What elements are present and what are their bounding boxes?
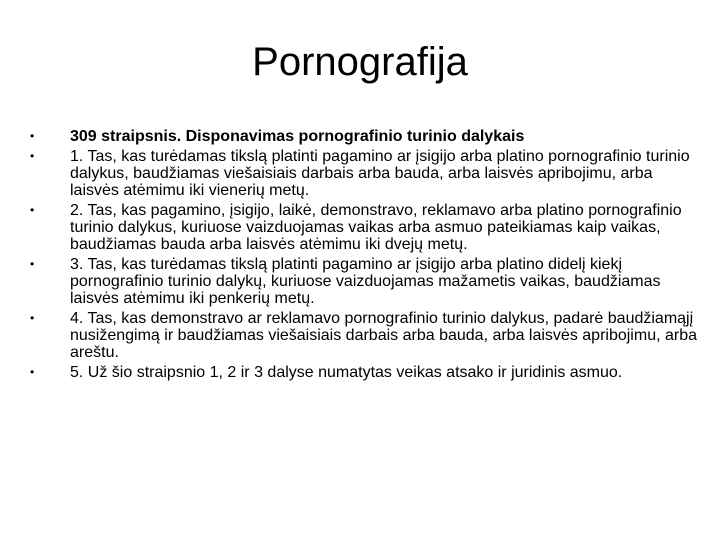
bullet-list (30, 128, 700, 384)
paragraph-text: 3. Tas, kas turėdamas tikslą platinti pagamino ar įsigijo arba platino didelį kiekį pornografinio turinio dalykų, kuriuose vaizduojamas mažametis vaikas, baudžiamas laisvės atėmimu iki penkerių metų. (70, 256, 661, 307)
bullet-dot-icon: • (30, 365, 35, 379)
paragraph-text: 2. Tas, kas pagamino, įsigijo, laikė, demonstravo, reklamavo arba platino pornografinio turinio dalykus, kuriuose vaizduojamas vaikas arba asmuo pateikiamas kaip vaikas, baudžiamas bauda arba laisvės atėmimu iki dvejų metų. (70, 202, 682, 253)
list-item (30, 256, 700, 307)
bullet-dot-icon: • (30, 203, 35, 217)
bullet-dot-icon: • (30, 129, 35, 143)
paragraph-text: 4. Tas, kas demonstravo ar reklamavo pornografinio turinio dalykus, padarė baudžiamąjį nusižengimą ir baudžiamas viešaisiais darbais arba bauda, arba laisvės apribojimu, arba areštu. (70, 310, 697, 361)
paragraph-text: 5. Už šio straipsnio 1, 2 ir 3 dalyse numatytas veikas atsako ir juridinis asmuo. (70, 364, 623, 381)
list-item (30, 128, 700, 145)
list-item (30, 202, 700, 253)
list-item (30, 310, 700, 361)
article-heading: 309 straipsnis. Disponavimas pornografinio turinio dalykais (70, 128, 525, 145)
paragraph-text: 1. Tas, kas turėdamas tikslą platinti pagamino ar įsigijo arba platino pornografinio turinio dalykus, baudžiamas viešaisiais darbais arba bauda, arba laisvės apribojimu, arba laisvės atėmimu iki vienerių metų. (70, 148, 690, 199)
bullet-dot-icon: • (30, 257, 35, 271)
slide-title: Pornografija (252, 40, 468, 84)
bullet-dot-icon: • (30, 149, 35, 163)
list-item (30, 148, 700, 199)
list-item (30, 364, 700, 381)
bullet-dot-icon: • (30, 311, 35, 325)
